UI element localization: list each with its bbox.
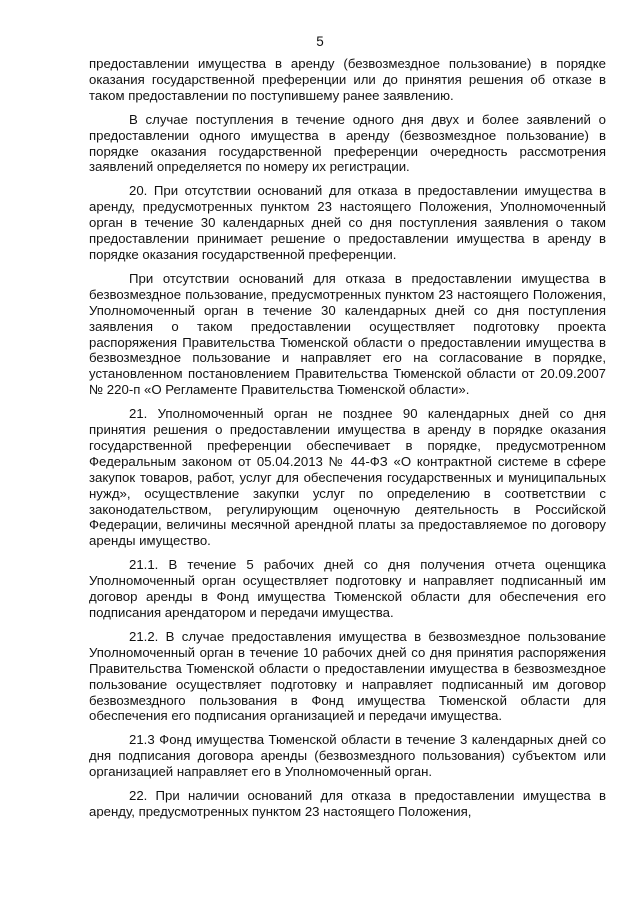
paragraph-same-day-applications: В случае поступления в течение одного дня двух и более заявлений о предоставлении одного имущества в аренду (безвозмездное пользование) в порядке оказания государственной преференции очередность рассмотрения заявлений определяется по номеру их регистрации. [89, 111, 606, 175]
page-number: 5 [316, 34, 324, 49]
document-body [89, 56, 606, 828]
paragraph-20: 20. При отсутствии оснований для отказа в предоставлении имущества в аренду, предусмотренных пунктом 23 настоящего Положения, Уполномоченный орган в течение 30 календарных дней со дня поступления заявления о таком предоставлении принимает решение о предоставлении имущества в аренду в порядке оказания государственной преференции. [89, 183, 606, 262]
paragraph-21-1: 21.1. В течение 5 рабочих дней со дня получения отчета оценщика Уполномоченный орган осуществляет подготовку и направляет подписанный им договор аренды в Фонд имущества Тюменской области для обеспечения его подписания арендатором и передачи имущества. [89, 557, 606, 620]
paragraph-continuation: предоставлении имущества в аренду (безвозмездное пользование) в порядке оказания государственной преференции или до принятия решения об отказе в таком предоставлении по поступившему ранее заявлению. [89, 56, 606, 103]
paragraph-20-free-use: При отсутствии оснований для отказа в предоставлении имущества в безвозмездное пользование, предусмотренных пунктом 23 настоящего Положения, Уполномоченный орган в течение 30 календарных дней со дня поступления заявления о таком предоставлении осуществляет подготовку проекта распоряжения Правительства Тюменской области о предоставлении имущества в безвозмездное пользование и направляет его на согласование в порядке, установленном постановлением Правительства Тюменской области от 20.09.2007 № 220-п «О Регламенте Правительства Тюменской области». [89, 270, 606, 398]
paragraph-21-2: 21.2. В случае предоставления имущества в безвозмездное пользование Уполномоченный орган в течение 10 рабочих дней со дня принятия распоряжения Правительства Тюменской области о предоставлении имущества в безвозмездное пользование осуществляет подготовку и направляет подписанный им договор безвозмездного пользования в Фонд имущества Тюменской области для обеспечения его подписания организацией и передачи имущества. [89, 628, 606, 724]
paragraph-22: 22. При наличии оснований для отказа в предоставлении имущества в аренду, предусмотренных пунктом 23 настоящего Положения, [89, 788, 606, 819]
paragraph-21-3: 21.3 Фонд имущества Тюменской области в течение 3 календарных дней со дня подписания договора аренды (безвозмездного пользования) субъектом или организацией направляет его в Уполномоченный орган. [89, 732, 606, 780]
paragraph-21: 21. Уполномоченный орган не позднее 90 календарных дней со дня принятия решения о предоставлении имущества в аренду в порядке оказания государственной преференции обеспечивает в порядке, предусмотренном Федеральным законом от 05.04.2013 № 44-ФЗ «О контрактной системе в сфере закупок товаров, работ, услуг для обеспечения государственных и муниципальных нужд», осуществление закупки услуг по определению в соответствии с законодательством, регулирующим оценочную деятельность в Российской Федерации, величины месячной арендной платы за предоставляемое по договору аренды имущество. [89, 406, 606, 549]
